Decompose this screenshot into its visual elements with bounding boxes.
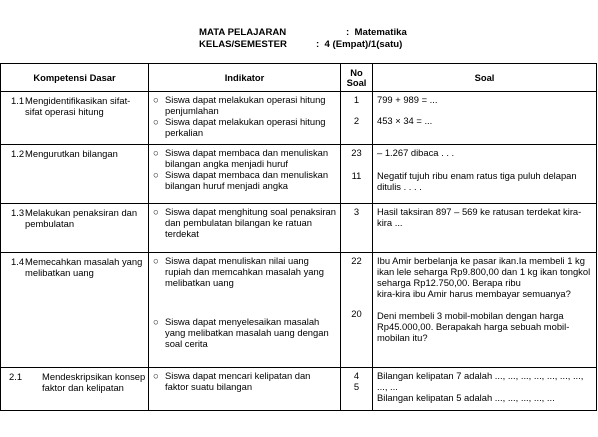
class-value: : 4 (Empat)/1(satu) <box>316 39 403 50</box>
no-soal-cell <box>341 368 373 411</box>
question-text: kira-kira ibu Amir harus membayar semuanya? <box>377 288 571 299</box>
soal-cell <box>373 204 597 253</box>
question-text: Hasil taksiran 897 – 569 ke ratusan terdekat kira-kira ... <box>377 206 582 228</box>
list-item <box>153 370 336 392</box>
question-text: 799 + 989 = ... <box>377 94 438 105</box>
subject-label: MATA PELAJARAN <box>199 27 287 38</box>
question-text: Bilangan kelipatan 5 adalah ..., ..., ..., ..., ... <box>377 392 555 403</box>
question-number: 3 <box>353 206 360 217</box>
question-text: 453 × 34 = ... <box>377 115 433 126</box>
question-number: 23 <box>351 147 362 158</box>
list-item <box>153 94 336 116</box>
col-header-no-soal: No Soal <box>341 64 373 92</box>
competency-table-wrapper <box>0 63 598 411</box>
indicator-text: Siswa dapat membaca dan menuliskan bilangan angka menjadi huruf <box>165 147 329 169</box>
question-text: Ibu Amir berbelanja ke pasar ikan.Ia membeli 1 kg ikan lele seharga Rp9.800,00 dan 1 kg ikan tongkol seharga Rp12.750,00. Berapa ribu <box>377 255 591 288</box>
question-number: 11 <box>351 170 362 181</box>
soal-cell <box>373 145 597 204</box>
kd-text: Melakukan penaksiran dan pembulatan <box>25 207 138 229</box>
kd-text: Mengurutkan bilangan <box>25 148 118 159</box>
kd-cell <box>1 368 149 411</box>
list-item <box>153 116 336 138</box>
bullet-icon: ○ <box>153 94 159 105</box>
no-soal-cell <box>341 145 373 204</box>
no-soal-cell <box>341 253 373 368</box>
kd-text: Mengidentifikasikan sifat-sifat operasi hitung <box>25 95 131 117</box>
table-row <box>1 253 597 368</box>
bullet-icon: ○ <box>153 255 159 266</box>
competency-table <box>0 63 597 411</box>
soal-cell <box>373 253 597 368</box>
question-number: 22 <box>351 255 362 266</box>
kd-number: 1.4 <box>11 256 25 267</box>
no-soal-cell <box>341 204 373 253</box>
question-number: 5 <box>353 381 360 392</box>
table-row <box>1 368 597 411</box>
indicator-cell <box>149 368 341 411</box>
question-text: Deni membeli 3 mobil-mobilan dengan harga Rp45.000,00. Berapakah harga sebuah mobil-mobilan itu? <box>377 310 570 343</box>
indicator-text: Siswa dapat menyelesaikan masalah yang melibatkan masalah uang dengan soal cerita <box>165 316 329 349</box>
indicator-text: Siswa dapat menghitung soal penaksiran dan pembulatan bilangan ke ratuan terdekat <box>165 206 336 239</box>
question-text: Bilangan kelipatan 7 adalah ..., ..., ..., ..., ..., ..., ..., ..., ... <box>377 370 584 392</box>
list-item <box>153 147 336 169</box>
soal-cell <box>373 368 597 411</box>
bullet-icon: ○ <box>153 116 159 127</box>
indicator-text: Siswa dapat melakukan operasi hitung perkalian <box>165 116 326 138</box>
question-number: 20 <box>351 308 362 319</box>
kd-cell <box>1 204 149 253</box>
soal-cell <box>373 92 597 145</box>
bullet-icon: ○ <box>153 370 159 381</box>
list-item <box>153 255 336 288</box>
kd-cell <box>1 145 149 204</box>
table-header-row <box>1 64 597 92</box>
question-number: 2 <box>353 115 360 126</box>
question-number: 1 <box>353 94 360 105</box>
kd-number: 1.2 <box>11 148 25 159</box>
question-number: 4 <box>353 370 360 381</box>
list-item <box>153 206 336 239</box>
indicator-text: Siswa dapat membaca dan menuliskan bilangan huruf menjadi angka <box>165 169 329 191</box>
indicator-text: Siswa dapat mencari kelipatan dan faktor suatu bilangan <box>165 370 311 392</box>
kd-text: Memecahkan masalah yang melibatkan uang <box>25 256 143 278</box>
table-row <box>1 92 597 145</box>
kd-text: Mendeskripsikan konsep faktor dan kelipatan <box>42 371 146 393</box>
indicator-cell <box>149 204 341 253</box>
col-header-indikator: Indikator <box>149 64 341 92</box>
question-text: – 1.267 dibaca . . . <box>377 147 455 158</box>
question-text: Negatif tujuh ribu enam ratus tiga puluh delapan ditulis . . . . <box>377 170 577 192</box>
indicator-text: Siswa dapat menuliskan nilai uang rupiah dan memcahkan masalah yang melibatkan uang <box>165 255 324 288</box>
col-header-soal: Soal <box>373 64 597 92</box>
no-soal-cell <box>341 92 373 145</box>
indicator-cell <box>149 253 341 368</box>
kd-cell <box>1 92 149 145</box>
list-item <box>153 169 336 191</box>
indicator-cell <box>149 92 341 145</box>
table-row <box>1 204 597 253</box>
col-header-kompetensi: Kompetensi Dasar <box>1 64 149 92</box>
list-item <box>153 316 336 349</box>
kd-number: 1.1 <box>11 95 25 106</box>
class-label: KELAS/SEMESTER <box>199 39 287 50</box>
bullet-icon: ○ <box>153 147 159 158</box>
subject-value: : Matematika <box>346 27 407 38</box>
kd-cell <box>1 253 149 368</box>
bullet-icon: ○ <box>153 206 159 217</box>
indicator-text: Siswa dapat melakukan operasi hitung penjumlahan <box>165 94 326 116</box>
table-row <box>1 145 597 204</box>
kd-number: 2.1 <box>9 371 23 382</box>
bullet-icon: ○ <box>153 316 159 327</box>
bullet-icon: ○ <box>153 169 159 180</box>
kd-number: 1.3 <box>11 207 25 218</box>
indicator-cell <box>149 145 341 204</box>
